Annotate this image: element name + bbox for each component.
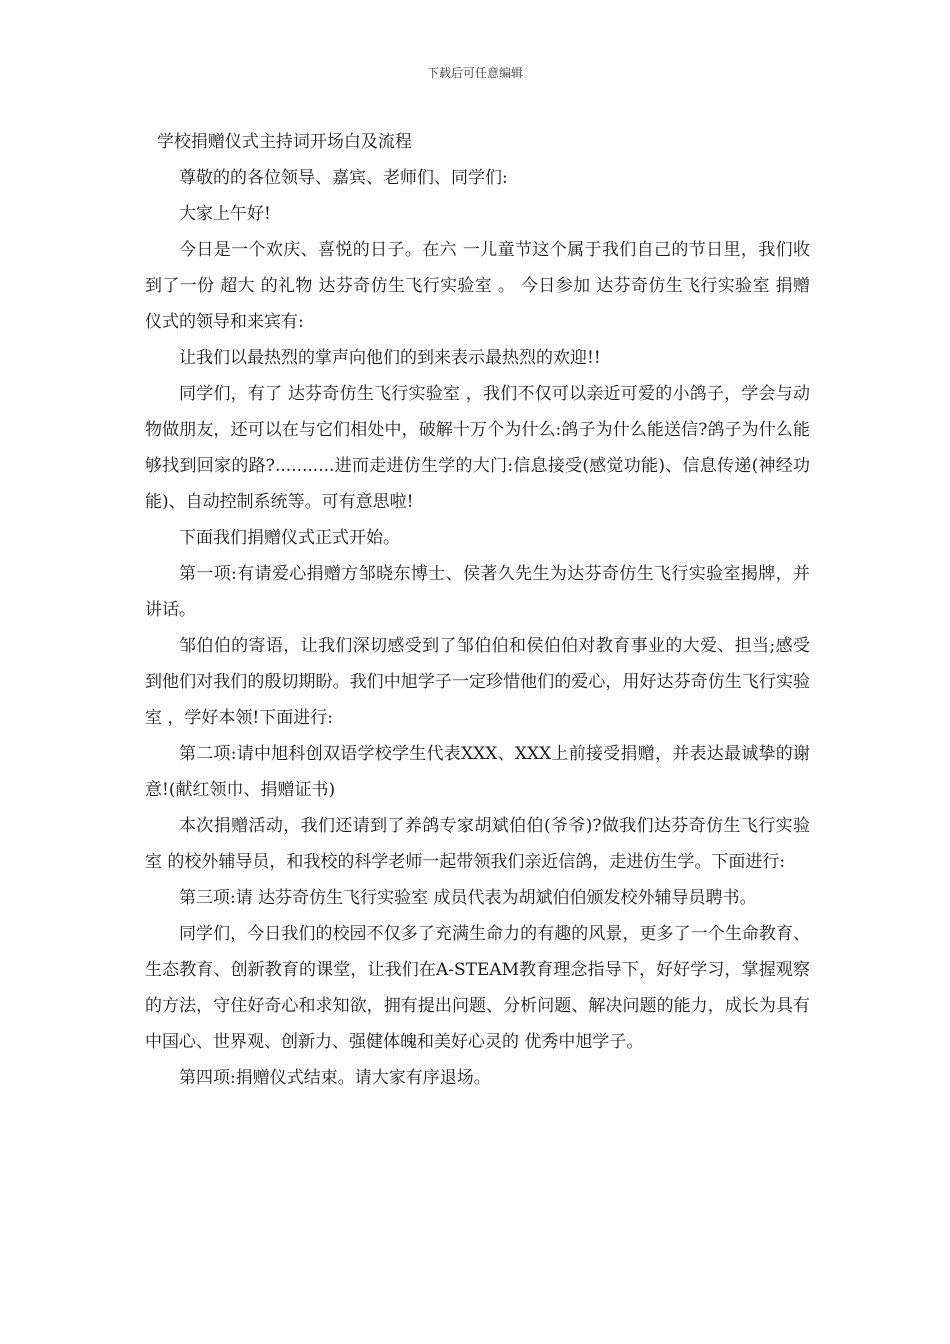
document-body xyxy=(145,124,810,1096)
document-title: 学校捐赠仪式主持词开场白及流程 xyxy=(156,132,412,152)
paragraph-students: 同学们，有了 达芬奇仿生飞行实验室 ，我们不仅可以亲近可爱的小鸽子，学会与动物做朋友，还可以在与它们相处中，破解十万个为什么:鸽子为什么能送信?鸽子为什么能够找到回家的路?...........进而走进仿生学的大门:信息接受(感觉功能)、信息传递(神经功能)、自动控制系统等。可有意思啦! xyxy=(145,384,810,512)
paragraph-item-one: 第一项:有请爱心捐赠方邹晓东博士、侯著久先生为达芬奇仿生飞行实验室揭牌，并讲话。 xyxy=(145,564,810,620)
page-header: 下载后可任意编辑 xyxy=(426,66,523,80)
paragraph-mentor: 本次捐赠活动，我们还请到了养鸽专家胡斌伯伯(爷爷)?做我们达芬奇仿生飞行实验室 的校外辅导员，和我校的科学老师一起带领我们亲近信鸽，走进仿生学。下面进行: xyxy=(145,816,810,872)
paragraph-morning: 大家上午好! xyxy=(179,204,271,224)
paragraph-speech: 邹伯伯的寄语，让我们深切感受到了邹伯伯和侯伯伯对教育事业的大爱、担当;感受到他们对我们的殷切期盼。我们中旭学子一定珍惜他们的爱心，用好达芬奇仿生飞行实验室 ，学好本领!下面进行: xyxy=(145,636,810,728)
paragraph-intro: 今日是一个欢庆、喜悦的日子。在六 一儿童节这个属于我们自己的节日里，我们收到了一份 超大 的礼物 达芬奇仿生飞行实验室 。 今日参加 达芬奇仿生飞行实验室 捐赠仪式的领导和来宾有: xyxy=(145,240,810,332)
paragraph-start: 下面我们捐赠仪式正式开始。 xyxy=(179,528,400,548)
paragraph-welcome: 让我们以最热烈的掌声向他们的到来表示最热烈的欢迎!! xyxy=(179,348,601,368)
paragraph-item-four: 第四项:捐赠仪式结束。请大家有序退场。 xyxy=(179,1068,491,1088)
paragraph-greeting: 尊敬的的各位领导、嘉宾、老师们、同学们: xyxy=(179,168,508,188)
paragraph-item-two: 第二项:请中旭科创双语学校学生代表XXX、XXX上前接受捐赠，并表达最诚挚的谢意!(献红领巾、捐赠证书) xyxy=(145,744,810,800)
paragraph-item-three: 第三项:请 达芬奇仿生飞行实验室 成员代表为胡斌伯伯颁发校外辅导员聘书。 xyxy=(179,888,757,908)
paragraph-closing: 同学们，今日我们的校园不仅多了充满生命力的有趣的风景，更多了一个生命教育、生态教育、创新教育的课堂，让我们在A-STEAM教育理念指导下，好好学习，掌握观察的方法，守住好奇心和求知欲，拥有提出问题、分析问题、解决问题的能力，成长为具有 中国心、世界观、创新力、强健体魄和美好心灵的 优秀中旭学子。 xyxy=(145,924,810,1052)
